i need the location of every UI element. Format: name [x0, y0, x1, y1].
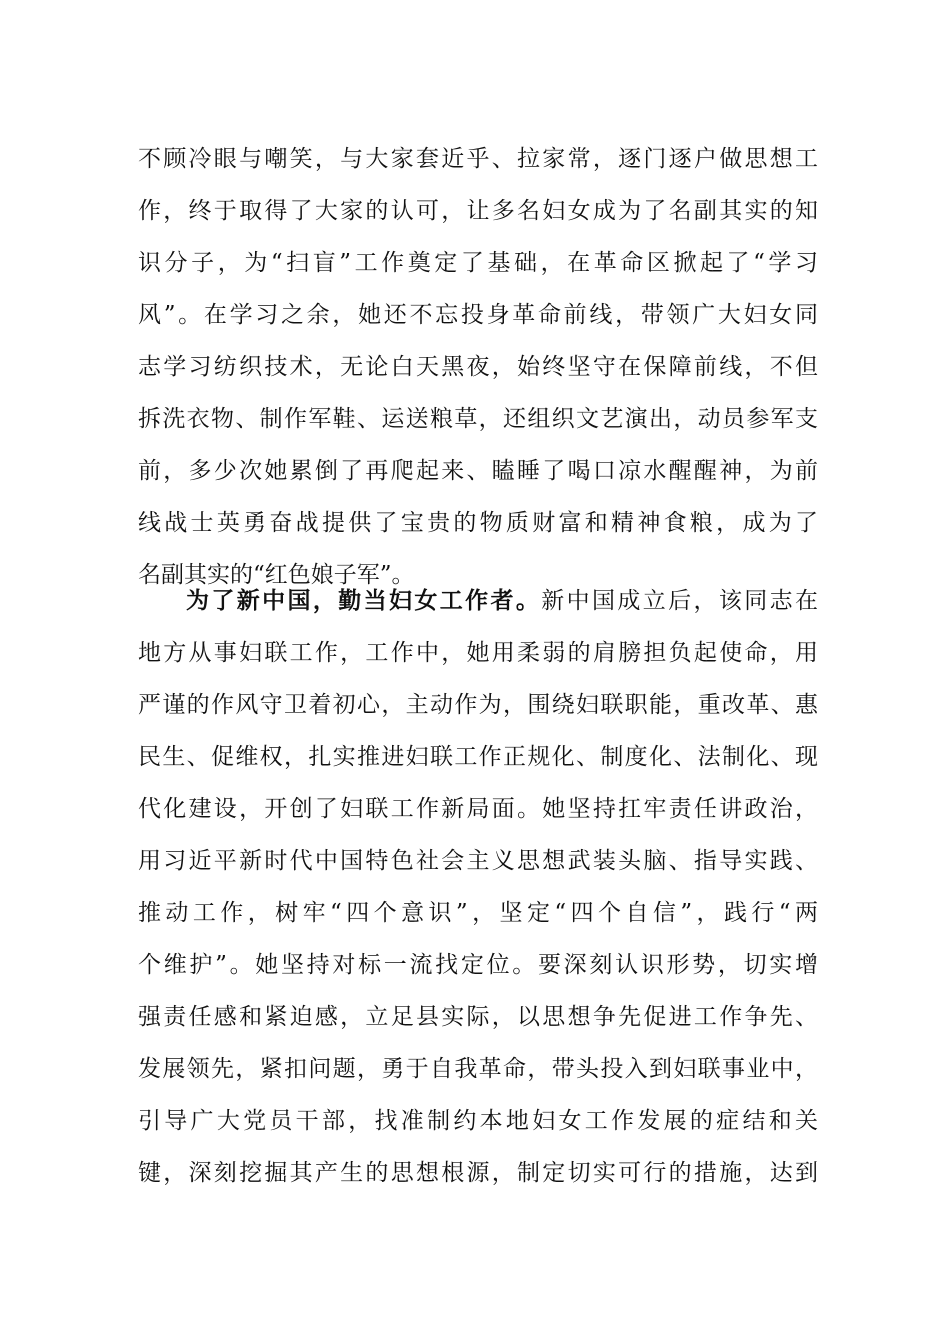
paragraph-1-line: 志学习纺织技术，无论白天黑夜，始终坚守在保障前线，不但: [138, 354, 818, 380]
paragraph-2-line: 民生、促维权，扎实推进妇联工作正规化、制度化、法制化、现: [138, 744, 818, 770]
paragraph-2-line: 地方从事妇联工作，工作中，她用柔弱的肩膀担负起使命，用: [138, 640, 818, 666]
paragraph-2-line: 个维护”。她坚持对标一流找定位。要深刻认识形势，切实增: [138, 952, 818, 978]
paragraph-2-line: 键，深刻挖掘其产生的思想根源，制定切实可行的措施，达到: [138, 1160, 818, 1186]
paragraph-2-line: 严谨的作风守卫着初心，主动作为，围绕妇联职能，重改革、惠: [138, 692, 818, 718]
paragraph-1-line: 线战士英勇奋战提供了宝贵的物质财富和精神食粮，成为了: [138, 510, 818, 536]
paragraph-1-line: 名副其实的“红色娘子军”。: [138, 562, 415, 588]
paragraph-2-line: 发展领先，紧扣问题，勇于自我革命，带头投入到妇联事业中，: [138, 1056, 818, 1082]
paragraph-1-line: 前，多少次她累倒了再爬起来、瞌睡了喝口凉水醒醒神，为前: [138, 458, 818, 484]
paragraph-2-line: 代化建设，开创了妇联工作新局面。她坚持扛牢责任讲政治，: [138, 796, 818, 822]
paragraph-2-first-line: [138, 575, 818, 627]
paragraph-1-line: 不顾冷眼与嘲笑，与大家套近乎、拉家常，逐门逐户做思想工: [138, 146, 818, 172]
paragraph-2-line: 引导广大党员干部，找准制约本地妇女工作发展的症结和关: [138, 1108, 818, 1134]
paragraph-2-line: 强责任感和紧迫感，立足县实际，以思想争先促进工作争先、: [138, 1004, 818, 1030]
paragraph-1-line: 风”。在学习之余，她还不忘投身革命前线，带领广大妇女同: [138, 302, 818, 328]
paragraph-1-line: 拆洗衣物、制作军鞋、运送粮草，还组织文艺演出，动员参军支: [138, 406, 818, 432]
paragraph-2: [138, 575, 818, 1199]
paragraph-2-first-line-text: 新中国成立后，该同志在: [541, 588, 818, 614]
paragraph-2-line: 推动工作，树牢“四个意识”，坚定“四个自信”，践行“两: [138, 900, 818, 926]
paragraph-1-line: 作，终于取得了大家的认可，让多名妇女成为了名副其实的知: [138, 198, 818, 224]
section-heading: 为了新中国，勤当妇女工作者。: [186, 588, 542, 614]
paragraph-1-line: 识分子，为“扫盲”工作奠定了基础，在革命区掀起了“学习: [138, 250, 818, 276]
paragraph-2-line: 用习近平新时代中国特色社会主义思想武装头脑、指导实践、: [138, 848, 818, 874]
paragraph-1: [138, 133, 818, 601]
